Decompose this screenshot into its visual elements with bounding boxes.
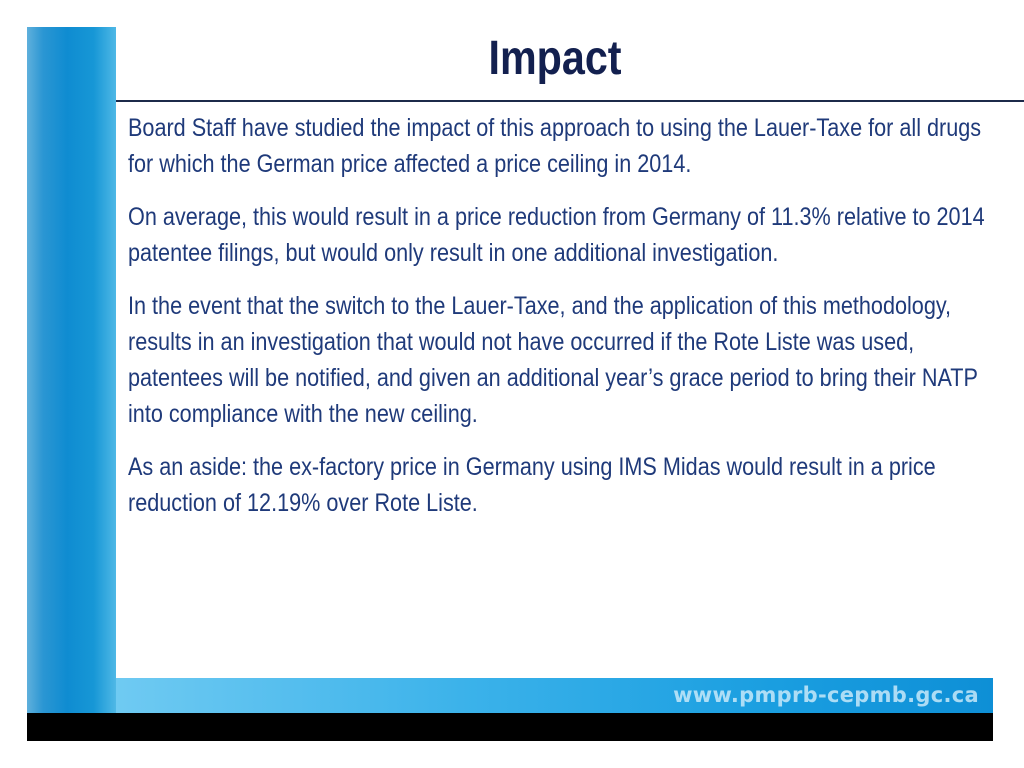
title-divider: [116, 100, 1024, 102]
bottom-black-bar: [27, 713, 993, 741]
left-decorative-bar: [27, 27, 116, 713]
paragraph-2: On average, this would result in a price reduction from Germany of 11.3% relative to 2014 patentee filings, but would only result in one additional investigation.: [128, 203, 985, 267]
footer-url: www.pmprb-cepmb.gc.ca: [673, 683, 979, 707]
footer-band: [116, 678, 993, 713]
paragraph-1: Board Staff have studied the impact of this approach to using the Lauer-Taxe for all drugs for which the German price affected a price ceiling in 2014.: [128, 114, 982, 178]
paragraph-4: As an aside: the ex-factory price in Germany using IMS Midas would result in a price reduction of 12.19% over Rote Liste.: [128, 453, 936, 517]
paragraph-3: In the event that the switch to the Lauer-Taxe, and the application of this methodology, results in an investigation that would not have occurred if the Rote Liste was used, patentees will be notified, and given an additional year’s grace period to bring their NATP into compliance with the new ceiling.: [128, 292, 978, 428]
slide-title: Impact: [488, 32, 622, 85]
slide-body: [128, 110, 993, 538]
